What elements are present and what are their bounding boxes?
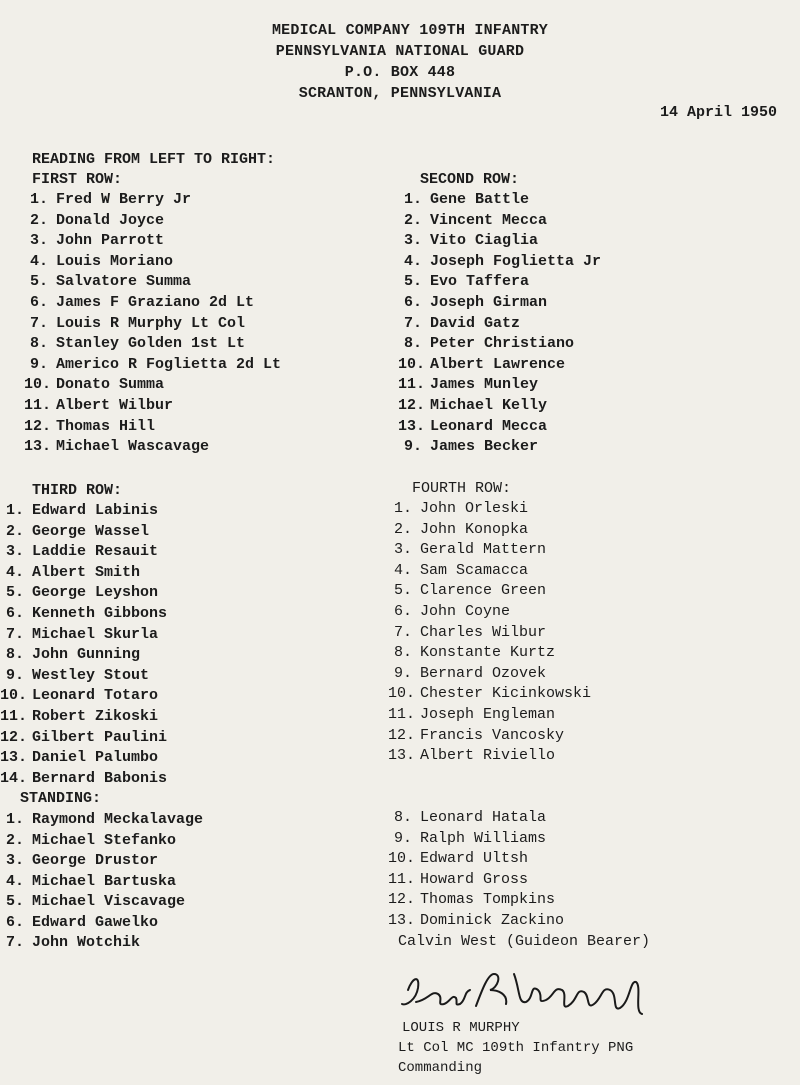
entry-number: 12.: [388, 726, 416, 744]
guideon-bearer: Calvin West (Guideon Bearer): [398, 932, 651, 950]
entry-number: 7.: [403, 314, 422, 332]
entry-name: James Munley: [430, 376, 539, 394]
entry-name: Joseph Foglietta Jr: [430, 252, 602, 270]
fourth-row-entry: [388, 581, 591, 602]
second-row-entry: [398, 375, 601, 396]
letterhead-line-3: P.O. BOX 448: [344, 64, 456, 81]
entry-name: Gene Battle: [430, 191, 530, 208]
entry-number: 11.: [398, 376, 426, 394]
second-row-block: [398, 170, 601, 458]
entry-name: Joseph Girman: [430, 293, 548, 311]
entry-name: Peter Christiano: [430, 335, 575, 353]
standing-right-entry: [388, 870, 650, 891]
entry-name: George Leyshon: [32, 584, 159, 602]
third-row-entry: [0, 542, 203, 563]
first-row-entry: [24, 334, 281, 355]
entry-name: Edward Labinis: [32, 502, 159, 519]
entry-number: 8.: [393, 644, 412, 662]
letterhead-line-4: SCRANTON, PENNSYLVANIA: [298, 85, 502, 102]
entry-name: Evo Taffera: [430, 273, 530, 291]
entry-name: Joseph Engleman: [420, 705, 556, 723]
entry-name: Thomas Hill: [56, 417, 156, 435]
second-row-entry: [398, 231, 601, 252]
entry-number: 10.: [388, 850, 416, 868]
entry-number: 9.: [393, 664, 412, 682]
third-row-entry: [0, 625, 203, 646]
entry-number: 5.: [29, 273, 48, 291]
entry-name: Michael Stefanko: [32, 831, 177, 849]
signature-scribble: [398, 960, 658, 1020]
entry-number: 7.: [393, 623, 412, 641]
entry-number: 3.: [393, 541, 412, 559]
first-row-entry: [24, 314, 281, 335]
entry-number: 9.: [5, 666, 24, 684]
entry-name: Leonard Mecca: [430, 417, 548, 435]
entry-number: 5.: [403, 273, 422, 291]
entry-number: 12.: [24, 417, 52, 435]
entry-number: 1.: [29, 191, 48, 208]
third-row-entry: [0, 666, 203, 687]
standing-right-entry: [388, 890, 650, 911]
entry-number: 6.: [29, 293, 48, 311]
fourth-row-entry: [388, 684, 591, 705]
entry-number: 5.: [5, 893, 24, 911]
entry-number: 12.: [0, 728, 28, 746]
third-row-list: [0, 501, 203, 789]
entry-name: Edward Ultsh: [420, 850, 529, 868]
third-row-entry: [0, 769, 203, 790]
entry-number: 10.: [388, 685, 416, 703]
entry-name: Raymond Meckalavage: [32, 810, 204, 828]
entry-name: Daniel Palumbo: [32, 749, 159, 767]
entry-name: Vincent Mecca: [430, 211, 548, 229]
entry-number: 13.: [388, 747, 416, 765]
entry-name: Michael Viscavage: [32, 893, 186, 911]
entry-name: Konstante Kurtz: [420, 644, 556, 662]
third-row-entry: [0, 563, 203, 584]
entry-number: 10.: [24, 376, 52, 394]
entry-name: John Parrott: [56, 232, 165, 250]
first-row-entry: [24, 272, 281, 293]
entry-name: Kenneth Gibbons: [32, 604, 168, 622]
first-row-entry: [24, 231, 281, 252]
entry-number: 13.: [398, 417, 426, 435]
entry-name: John Wotchik: [32, 934, 141, 952]
standing-right-block: [388, 808, 650, 952]
third-row-heading: THIRD ROW:: [32, 482, 123, 499]
third-row-entry: [0, 522, 203, 543]
fourth-row-entry: [388, 499, 591, 520]
entry-name: Albert Riviello: [420, 747, 556, 765]
standing-heading: STANDING:: [20, 790, 102, 808]
entry-number: 8.: [29, 335, 48, 353]
third-row-entry: [0, 707, 203, 728]
entry-name: Leonard Totaro: [32, 687, 159, 705]
standing-left-entry: [0, 933, 203, 954]
letterhead-line-2: PENNSYLVANIA NATIONAL GUARD: [275, 43, 525, 60]
entry-number: 10.: [398, 355, 426, 373]
standing-left-entry: [0, 831, 203, 852]
entry-number: 2.: [29, 211, 48, 229]
fourth-row-heading: FOURTH ROW:: [412, 480, 512, 497]
entry-number: 11.: [0, 707, 28, 725]
letterhead-line-1: MEDICAL COMPANY 109TH INFANTRY: [271, 22, 549, 39]
entry-name: George Wassel: [32, 522, 150, 540]
first-row-entry: [24, 355, 281, 376]
entry-number: 4.: [5, 563, 24, 581]
fourth-row-entry: [388, 664, 591, 685]
entry-number: 6.: [5, 913, 24, 931]
entry-name: George Drustor: [32, 852, 159, 870]
second-row-entry: [398, 355, 601, 376]
entry-name: Leonard Hatala: [420, 809, 547, 826]
first-row-entry: [24, 396, 281, 417]
entry-number: 8.: [393, 809, 412, 826]
entry-name: Howard Gross: [420, 870, 529, 888]
entry-name: Stanley Golden 1st Lt: [56, 335, 246, 353]
standing-left-list: [0, 810, 203, 954]
first-row-entry: [24, 293, 281, 314]
second-row-entry: [398, 334, 601, 355]
entry-number: 1.: [393, 500, 412, 517]
entry-number: 9.: [29, 355, 48, 373]
third-row-entry: [0, 604, 203, 625]
third-row-block: [0, 481, 203, 954]
entry-number: 3.: [403, 232, 422, 250]
entry-name: Michael Skurla: [32, 625, 159, 643]
entry-name: Francis Vancosky: [420, 726, 565, 744]
entry-name: Bernard Babonis: [32, 769, 168, 787]
fourth-row-entry: [388, 561, 591, 582]
entry-name: Louis R Murphy Lt Col: [56, 314, 246, 332]
entry-name: Louis Moriano: [56, 252, 174, 270]
entry-name: Gerald Mattern: [420, 541, 547, 559]
third-row-entry: [0, 728, 203, 749]
entry-number: 14.: [0, 769, 28, 787]
first-row-list: [24, 190, 281, 458]
signature-block: [398, 1018, 633, 1078]
fourth-row-entry: [388, 705, 591, 726]
entry-name: John Gunning: [32, 646, 141, 664]
entry-name: Chester Kicinkowski: [420, 685, 592, 703]
entry-number: 13.: [0, 749, 28, 767]
entry-name: Charles Wilbur: [420, 623, 547, 641]
entry-name: James Becker: [430, 438, 539, 456]
entry-name: Gilbert Paulini: [32, 728, 168, 746]
entry-number: 6.: [5, 604, 24, 622]
standing-right-entry: [388, 829, 650, 850]
entry-name: David Gatz: [430, 314, 521, 332]
entry-name: Michael Kelly: [430, 396, 548, 414]
letterhead: [0, 20, 800, 104]
entry-name: Laddie Resauit: [32, 543, 159, 561]
standing-left-entry: [0, 913, 203, 934]
entry-number: 3.: [5, 543, 24, 561]
second-row-entry: [398, 437, 601, 458]
entry-name: Albert Smith: [32, 563, 141, 581]
fourth-row-entry: [388, 643, 591, 664]
entry-number: 7.: [5, 934, 24, 952]
fourth-row-entry: [388, 540, 591, 561]
entry-number: 1.: [5, 502, 24, 519]
entry-number: 9.: [403, 438, 422, 456]
entry-number: 1.: [5, 810, 24, 828]
entry-name: Clarence Green: [420, 582, 547, 600]
entry-name: Fred W Berry Jr: [56, 191, 192, 208]
entry-name: Americo R Foglietta 2d Lt: [56, 355, 282, 373]
second-row-list: [398, 190, 601, 458]
fourth-row-entry: [388, 623, 591, 644]
entry-name: Ralph Williams: [420, 829, 547, 847]
entry-number: 5.: [5, 584, 24, 602]
signer-role: Commanding: [398, 1060, 483, 1076]
standing-right-entry: [388, 808, 650, 829]
entry-number: 11.: [24, 396, 52, 414]
entry-number: 9.: [393, 829, 412, 847]
second-row-entry: [398, 314, 601, 335]
entry-name: Vito Ciaglia: [430, 232, 539, 250]
entry-name: Edward Gawelko: [32, 913, 159, 931]
entry-number: 6.: [393, 602, 412, 620]
third-row-entry: [0, 748, 203, 769]
entry-number: 13.: [24, 438, 52, 456]
entry-number: 11.: [388, 870, 416, 888]
second-row-entry: [398, 417, 601, 438]
entry-number: 10.: [0, 687, 28, 705]
first-row-entry: [24, 417, 281, 438]
entry-number: 8.: [403, 335, 422, 353]
second-row-entry: [398, 252, 601, 273]
entry-number: 4.: [29, 252, 48, 270]
entry-name: John Konopka: [420, 520, 529, 538]
fourth-row-block: [388, 479, 591, 767]
standing-left-entry: [0, 851, 203, 872]
entry-number: 3.: [5, 852, 24, 870]
entry-number: 12.: [398, 396, 426, 414]
standing-left-entry: [0, 892, 203, 913]
entry-name: Albert Wilbur: [56, 396, 174, 414]
first-row-entry: [24, 375, 281, 396]
first-row-heading: FIRST ROW:: [32, 171, 123, 188]
entry-name: Michael Wascavage: [56, 438, 210, 456]
entry-name: Thomas Tompkins: [420, 891, 556, 909]
entry-name: Sam Scamacca: [420, 561, 529, 579]
entry-name: John Orleski: [420, 500, 529, 517]
entry-name: John Coyne: [420, 602, 511, 620]
signer-name: LOUIS R MURPHY: [402, 1020, 520, 1036]
entry-number: 3.: [29, 232, 48, 250]
entry-name: Salvatore Summa: [56, 273, 192, 291]
fourth-row-entry: [388, 520, 591, 541]
standing-left-entry: [0, 872, 203, 893]
standing-right-entry: [388, 849, 650, 870]
entry-number: 6.: [403, 293, 422, 311]
entry-number: 2.: [5, 831, 24, 849]
signer-title: Lt Col MC 109th Infantry PNG: [398, 1040, 634, 1056]
first-row-entry: [24, 252, 281, 273]
entry-name: Bernard Ozovek: [420, 664, 547, 682]
first-row-entry: [24, 437, 281, 458]
entry-number: 7.: [5, 625, 24, 643]
fourth-row-entry: [388, 602, 591, 623]
entry-number: 4.: [5, 872, 24, 890]
entry-number: 8.: [5, 646, 24, 664]
second-row-heading: SECOND ROW:: [420, 171, 520, 188]
entry-number: 2.: [403, 211, 422, 229]
fourth-row-entry: [388, 746, 591, 767]
fourth-row-list: [388, 499, 591, 767]
entry-name: James F Graziano 2d Lt: [56, 293, 255, 311]
second-row-entry: [398, 211, 601, 232]
fourth-row-entry: [388, 726, 591, 747]
third-row-entry: [0, 583, 203, 604]
letter-date: 14 April 1950: [660, 104, 778, 121]
entry-name: Robert Zikoski: [32, 707, 159, 725]
entry-name: Westley Stout: [32, 666, 150, 684]
standing-right-entry: [388, 911, 650, 932]
first-row-block: [24, 150, 281, 458]
entry-name: Michael Bartuska: [32, 872, 177, 890]
entry-name: Albert Lawrence: [430, 355, 566, 373]
third-row-entry: [0, 686, 203, 707]
entry-number: 2.: [393, 520, 412, 538]
first-row-entry: [24, 190, 281, 211]
entry-number: 4.: [393, 561, 412, 579]
entry-number: 5.: [393, 582, 412, 600]
entry-number: 12.: [388, 891, 416, 909]
second-row-entry: [398, 190, 601, 211]
standing-left-entry: [0, 810, 203, 831]
entry-number: 2.: [5, 522, 24, 540]
standing-right-list: [388, 808, 650, 932]
entry-name: Donato Summa: [56, 376, 165, 394]
entry-name: Donald Joyce: [56, 211, 165, 229]
intro-heading: READING FROM LEFT TO RIGHT:: [32, 151, 276, 168]
third-row-entry: [0, 501, 203, 522]
entry-number: 11.: [388, 705, 416, 723]
first-row-entry: [24, 211, 281, 232]
second-row-entry: [398, 272, 601, 293]
third-row-entry: [0, 645, 203, 666]
entry-number: 1.: [403, 191, 422, 208]
second-row-entry: [398, 293, 601, 314]
entry-number: 7.: [29, 314, 48, 332]
entry-number: 13.: [388, 911, 416, 929]
entry-number: 4.: [403, 252, 422, 270]
entry-name: Dominick Zackino: [420, 911, 565, 929]
second-row-entry: [398, 396, 601, 417]
